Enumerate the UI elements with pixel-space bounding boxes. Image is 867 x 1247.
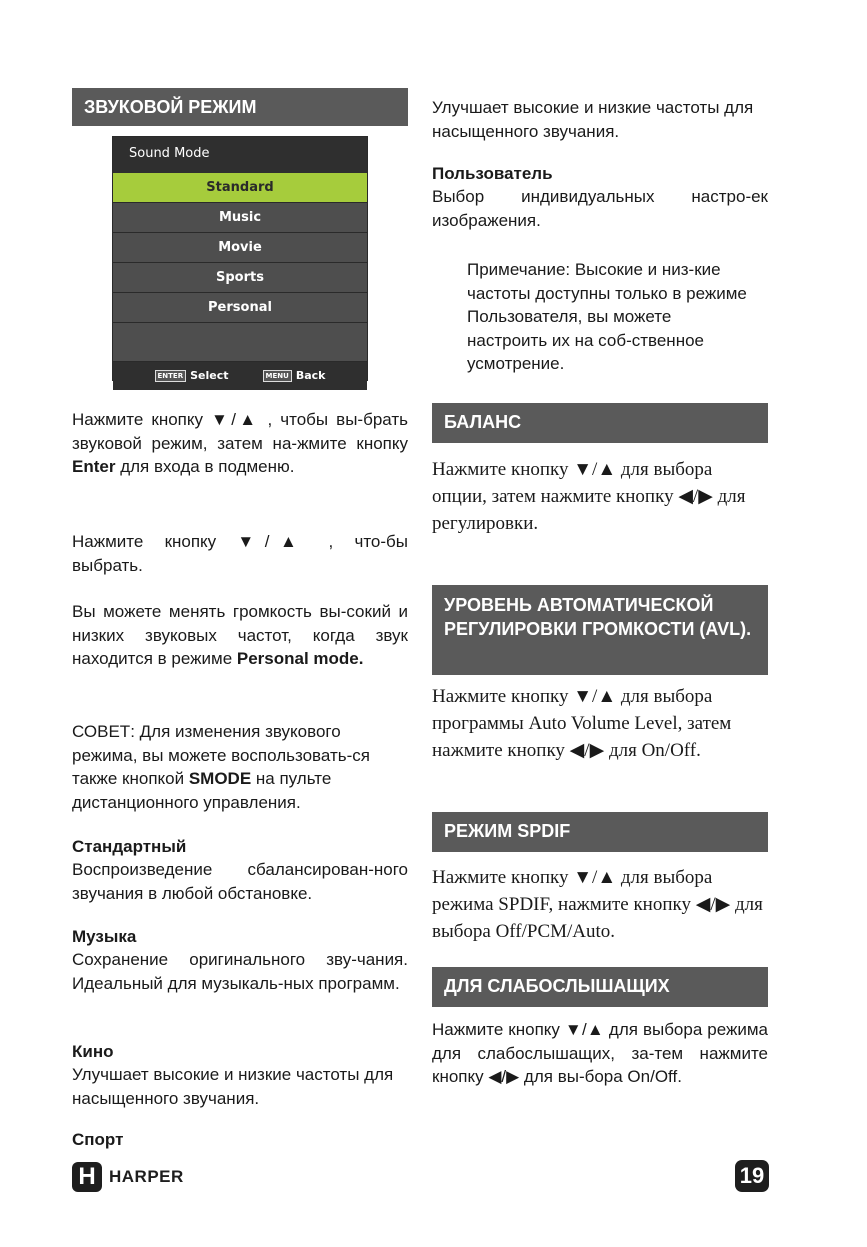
page-number: 19 — [735, 1160, 769, 1192]
movie-text: Улучшает высокие и низкие частоты для насыщенного звучания. — [72, 1065, 394, 1108]
balance-heading: БАЛАНС — [432, 403, 768, 443]
user-text: Выбор индивидуальных настро-ек изображения. — [432, 187, 768, 230]
note-text: Примечание: Высокие и низ-кие частоты доступны только в режиме Пользователя, вы можете настроить их на соб-ственное усмотрение. — [467, 260, 747, 373]
sound-mode-heading: ЗВУКОВОЙ РЕЖИМ — [72, 88, 408, 126]
logo-h-icon: H — [72, 1162, 102, 1192]
spdif-text: Нажмите кнопку ▼/▲ для выбора режима SPDIF, нажмите кнопку ◀/▶ для выбора Off/PCM/Auto. — [432, 867, 763, 942]
menu-empty-row — [113, 323, 367, 362]
standard-title: Стандартный — [72, 837, 187, 856]
balance-text: Нажмите кнопку ▼/▲ для выбора опции, затем нажмите кнопку ◀/▶ для регулировки. — [432, 459, 746, 534]
menu-title: Sound Mode — [113, 137, 367, 173]
music-title: Музыка — [72, 927, 137, 946]
select-hint — [155, 362, 229, 390]
standard-text: Воспроизведение сбалансирован-ного звучания в любой обстановке. — [72, 860, 408, 903]
paragraph-press-button: Нажмите кнопку ▼/▲ , что-бы выбрать. — [72, 532, 408, 575]
harper-logo — [72, 1162, 184, 1192]
enter-key-icon: ENTER — [155, 370, 187, 382]
menu-item-movie[interactable]: Movie — [113, 233, 367, 263]
movie-title: Кино — [72, 1042, 114, 1061]
music-text: Сохранение оригинального зву-чания. Идеальный для музыкаль-ных программ. — [72, 950, 408, 993]
back-hint — [263, 362, 326, 390]
hearing-heading: ДЛЯ СЛАБОСЛЫШАЩИХ — [432, 967, 768, 1007]
sport-text: Улучшает высокие и низкие частоты для насыщенного звучания. — [432, 98, 754, 141]
brand-name: HARPER — [109, 1167, 184, 1186]
menu-item-sports[interactable]: Sports — [113, 263, 367, 293]
menu-item-personal[interactable]: Personal — [113, 293, 367, 323]
paragraph-volume: Вы можете менять громкость вы-сокий и низких звуковых частот, когда звук находится в режиме Personal mode. — [72, 602, 408, 668]
spdif-heading: РЕЖИМ SPDIF — [432, 812, 768, 852]
user-title: Пользователь — [432, 164, 553, 183]
avl-text: Нажмите кнопку ▼/▲ для выбора программы Auto Volume Level, затем нажмите кнопку ◀/▶ для On/Off. — [432, 686, 732, 761]
paragraph-select-mode: Нажмите кнопку ▼/▲ , чтобы вы-брать звуковой режим, затем на-жмите кнопку Enter для входа в подменю. — [72, 410, 408, 476]
sport-title: Спорт — [72, 1130, 124, 1149]
avl-heading: УРОВЕНЬ АВТОМАТИЧЕСКОЙ РЕГУЛИРОВКИ ГРОМКОСТИ (AVL). — [432, 585, 768, 675]
menu-item-music[interactable]: Music — [113, 203, 367, 233]
menu-item-standard[interactable]: Standard — [113, 173, 367, 203]
back-label: Back — [295, 369, 326, 382]
hearing-text: Нажмите кнопку ▼/▲ для выбора режима для слабослышащих, за-тем нажмите кнопку ◀/▶ для вы-бора On/Off. — [432, 1020, 768, 1086]
menu-footer — [113, 362, 367, 390]
sound-mode-menu — [112, 136, 368, 381]
select-label: Select — [190, 369, 229, 382]
menu-key-icon: MENU — [263, 370, 292, 382]
paragraph-tip: СОВЕТ: Для изменения звукового режима, вы можете воспользовать-ся также кнопкой SMODE на пульте дистанционного управления. — [72, 722, 370, 812]
